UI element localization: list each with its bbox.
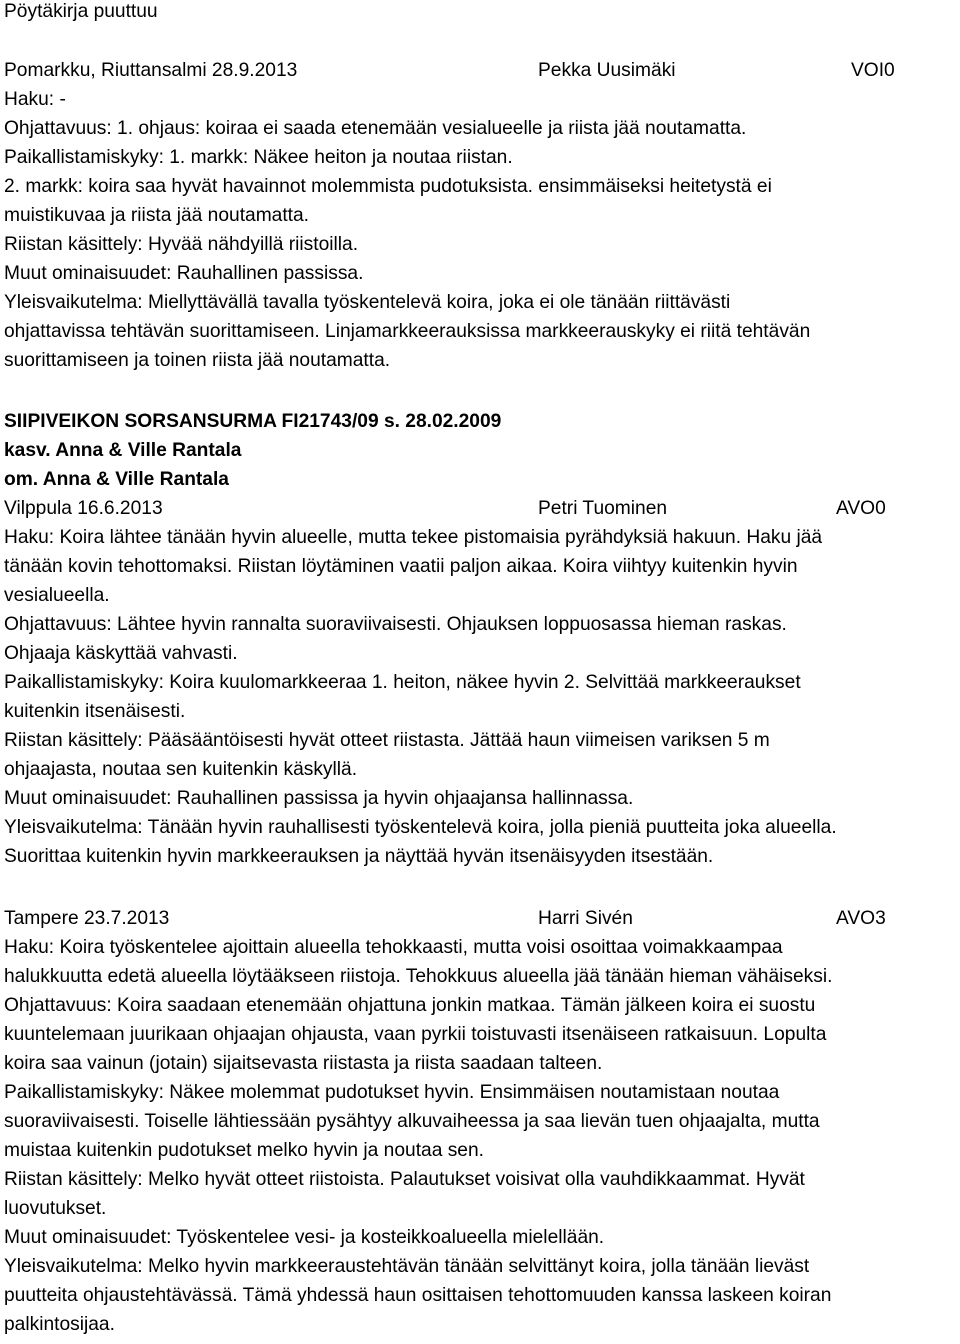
text-line: Yleisvaikutelma: Melko hyvin markkeeraustehtävän tänään selvittänyt koira, jolla tänään lieväst xyxy=(4,1256,810,1277)
text-line: Ohjattavuus: 1. ohjaus: koiraa ei saada etenemään vesialueelle ja riista jää noutamatta. xyxy=(4,118,747,139)
text-line: Muut ominaisuudet: Työskentelee vesi- ja kosteikkoalueella mielellään. xyxy=(4,1227,605,1248)
text-line: 2. markk: koira saa hyvät havainnot molemmista pudotuksista. ensimmäiseksi heitetystä ei xyxy=(4,176,772,197)
text-line: Riistan käsittely: Pääsääntöisesti hyvät otteet riistasta. Jättää haun viimeisen variksen 5 m xyxy=(4,730,770,751)
text-line: Paikallistamiskyky: Koira kuulomarkkeeraa 1. heiton, näkee hyvin 2. Selvittää markkeeraukset xyxy=(4,672,801,693)
text-line: vesialueella. xyxy=(4,585,110,606)
text-line: ohjattavissa tehtävän suorittamiseen. Linjamarkkeerauksissa markkeerauskyky ei riitä tehtävän xyxy=(4,321,811,342)
trial-place-date: Tampere 23.7.2013 xyxy=(4,908,170,929)
result-code: VOI0 xyxy=(851,60,895,81)
trial-place-date: Vilppula 16.6.2013 xyxy=(4,498,163,519)
text-line: koira saa vainun (jotain) sijaitsevasta riistasta ja riista saadaan talteen. xyxy=(4,1053,603,1074)
text-line: Ohjattavuus: Lähtee hyvin rannalta suoraviivaisesti. Ohjauksen loppuosassa hieman raskas. xyxy=(4,614,787,635)
text-line: Ohjaaja käskyttää vahvasti. xyxy=(4,643,238,664)
text-line: Haku: Koira lähtee tänään hyvin alueelle, mutta tekee pistomaisia pyrähdyksiä hakuun. Haku jää xyxy=(4,527,823,548)
text-line: Paikallistamiskyky: Näkee molemmat pudotukset hyvin. Ensimmäisen noutamistaan noutaa xyxy=(4,1082,780,1103)
text-line: kuitenkin itsenäisesti. xyxy=(4,701,186,722)
text-line: kuuntelemaan juurikaan ohjaajan ohjausta, vaan pyrkii toistuvasti itsenäiseen ratkaisuun. Lopulta xyxy=(4,1024,827,1045)
text-line: suorittamiseen ja toinen riista jää noutamatta. xyxy=(4,350,391,371)
judge-name: Petri Tuominen xyxy=(538,498,668,519)
text-line: Muut ominaisuudet: Rauhallinen passissa. xyxy=(4,263,364,284)
dog-name: SIIPIVEIKON SORSANSURMA FI21743/09 s. 28.02.2009 xyxy=(4,411,502,432)
text-line: palkintosijaa. xyxy=(4,1314,115,1335)
result-code: AVO3 xyxy=(836,908,886,929)
dog-breeder: kasv. Anna & Ville Rantala xyxy=(4,440,242,461)
text-line: Muut ominaisuudet: Rauhallinen passissa ja hyvin ohjaajansa hallinnassa. xyxy=(4,788,634,809)
result-code: AVO0 xyxy=(836,498,886,519)
text-line: puutteita ohjaustehtävässä. Tämä yhdessä haun osittaisen tehottomuuden kanssa laskeen koiran xyxy=(4,1285,832,1306)
text-line: luovutukset. xyxy=(4,1198,107,1219)
text-line: Paikallistamiskyky: 1. markk: Näkee heiton ja noutaa riistan. xyxy=(4,147,513,168)
text-line: Riistan käsittely: Hyvää nähdyillä riistoilla. xyxy=(4,234,359,255)
text-line: muistaa kuitenkin pudotukset melko hyvin ja noutaa sen. xyxy=(4,1140,484,1161)
text-line: Haku: - xyxy=(4,89,66,110)
dog-owner: om. Anna & Ville Rantala xyxy=(4,469,229,490)
text-line: Yleisvaikutelma: Miellyttävällä tavalla työskentelevä koira, joka ei ole tänään riittävästi xyxy=(4,292,731,313)
judge-name: Pekka Uusimäki xyxy=(538,60,676,81)
trial-place-date: Pomarkku, Riuttansalmi 28.9.2013 xyxy=(4,60,298,81)
text-line: ohjaajasta, noutaa sen kuitenkin käskyllä. xyxy=(4,759,358,780)
text-line: Suorittaa kuitenkin hyvin markkeerauksen ja näyttää hyvän itsenäisyyden itsestään. xyxy=(4,846,714,867)
text-line: muistikuvaa ja riista jää noutamatta. xyxy=(4,205,310,226)
text-line: suoraviivaisesti. Toiselle lähtiessään pysähtyy alkuvaiheessa ja saa lievän tuen ohjaajalta, mutta xyxy=(4,1111,820,1132)
text-line: tänään kovin tehottomaksi. Riistan löytäminen vaatii paljon aikaa. Koira viihtyy kuitenkin hyvin xyxy=(4,556,798,577)
text-line: Haku: Koira työskentelee ajoittain alueella tehokkaasti, mutta voisi osoittaa voimakkaampaa xyxy=(4,937,783,958)
text-line: halukkuutta edetä alueella löytääkseen riistoja. Tehokkuus alueella jää tänään hieman vähäiseksi. xyxy=(4,966,833,987)
text-line: Yleisvaikutelma: Tänään hyvin rauhallisesti työskentelevä koira, jolla pieniä puutteita joka alueella. xyxy=(4,817,837,838)
document-title: Pöytäkirja puuttuu xyxy=(4,1,158,22)
text-line: Riistan käsittely: Melko hyvät otteet riistoista. Palautukset voisivat olla vauhdikkaammat. Hyvät xyxy=(4,1169,805,1190)
text-line: Ohjattavuus: Koira saadaan etenemään ohjattuna jonkin matkaa. Tämän jälkeen koira ei suostu xyxy=(4,995,816,1016)
judge-name: Harri Sivén xyxy=(538,908,633,929)
